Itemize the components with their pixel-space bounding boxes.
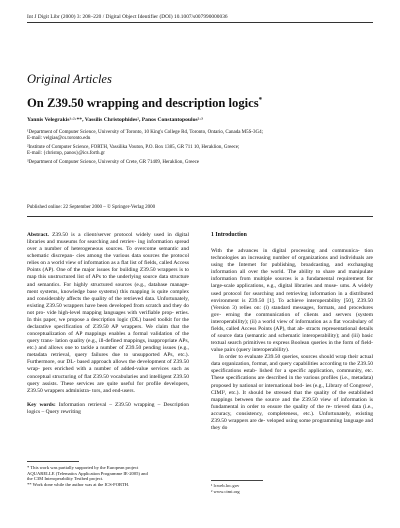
- body-line: With the advances in digital processing and communica-: [211, 248, 360, 255]
- body-line: specifications are described in the various profiles (i.e.,: [225, 375, 350, 382]
- section-heading: 1 Introduction: [211, 232, 247, 238]
- body-line: world. The ability to share and manipulate information: [211, 269, 373, 283]
- body-line: erning the communication of clients and servers (system: [225, 311, 373, 318]
- footnotes-left: [27, 465, 148, 487]
- abstract-line: APs, etc.) and allows one to tackle a number of Z39.50: [27, 338, 189, 352]
- keywords-line: Description logics – Query rewriting: [27, 401, 190, 415]
- abstract-line: lation quality (e.g., ill-defined mappings, inappropriate: [55, 338, 178, 345]
- affiliation-3: ³Department of Computer Science, University of Crete, GR 71409, Heraklion, Greece: [27, 160, 200, 165]
- body-line: vocabulary of fields, called Access Points (AP), that ab-: [211, 318, 374, 332]
- abstract-paragraph: [27, 232, 189, 395]
- body-line: stracts representational details of source data (semantic: [211, 325, 374, 340]
- abstract-line: For highly structured sources (e.g., database manage-: [63, 281, 190, 288]
- abstract-line: based toolkit for the declarative specification of Z39.50: [27, 316, 189, 331]
- footnote-rule-right: [211, 480, 263, 481]
- body-line: wrap their actual data organization, format, and query: [211, 354, 373, 368]
- article-title: [27, 96, 262, 111]
- abstract-line: to the underlying source data structure and semantics.: [27, 274, 190, 288]
- body-line: tion technologies an increasing number of organizations: [211, 248, 373, 262]
- footnote: ² www.cimi.org: [211, 488, 240, 494]
- footnote: * This work was partially supported by the European project: [27, 465, 139, 470]
- footnotes-right: [211, 483, 240, 494]
- body-line: and schematic interoperability); and (iii) basic textual: [211, 333, 373, 347]
- body-line: search primitives to express Boolean queries in the form: [227, 340, 354, 347]
- abstract-line: pers enriched with a number of added-value services such: [42, 366, 182, 373]
- body-line: is fundamental in order to ensure the quality of the re-: [211, 396, 374, 410]
- body-line: large-scale applications, e.g., digital libraries and muse-: [211, 283, 338, 290]
- abstract-line: Z39.50 is a client/server protocol widely used: [52, 232, 165, 238]
- abstract-line: AP wrappers. We claim that the conceptualization of AP: [27, 324, 189, 338]
- keywords-label: Key words:: [27, 401, 56, 408]
- front-matter-rule: [27, 216, 373, 217]
- intro-paragraph-2: [211, 354, 373, 432]
- abstract-line: ment systems, knowledge base systems) this mapping is: [27, 288, 156, 295]
- body-line: In order to evaluate Z39.50 queries, sources should: [219, 354, 334, 361]
- body-line: veloped using some programming language and they do: [211, 417, 374, 432]
- affiliation-1: ¹Department of Computer Science, University of Toronto, 10 King's College Rd, Toronto, Ontario, Canada M5S-3G4;: [27, 130, 264, 135]
- abstract-line: Z39.50 wrappers is to map this unstructured list of APs: [27, 267, 189, 281]
- abstract-line: mappings enables a formal validation of the query trans-: [27, 331, 189, 345]
- body-line: be stressed that the quality of the established mappings: [211, 389, 373, 403]
- body-line: To achieve interoperability [50], Z39.50 (Version 3) relies: [211, 297, 373, 311]
- abstract-line: based approach allows the development of Z39.50 wrap-: [27, 359, 190, 373]
- abstract-column: [27, 232, 189, 416]
- body-line: ums. A widely used protocol for searching and retrieving: [211, 283, 373, 297]
- running-head: Int J Digit Libr (2000) 3: 208–220 / Digital Object Identifier (DOI) 10.1007/s007990000036: [27, 14, 228, 20]
- abstract-line: sources. To overcome semantic and schematic discrepan-: [27, 246, 190, 260]
- abstract-line: Access Points (AP). One of the major issues for building: [27, 260, 189, 274]
- abstract-line: tors, and end-users.: [92, 387, 135, 394]
- header-rule: [27, 22, 373, 23]
- footnote: ** Work done while the author was at the ICS-FORTH.: [27, 481, 130, 487]
- footnote: ¹ lcweb.loc.gov: [211, 483, 240, 488]
- affiliation-1-email: E-mail: velgias@cs.toronto.edu: [27, 136, 91, 141]
- abstract-line: as conceptual structuring of flat Z39.50 vocabularies and: [27, 366, 190, 380]
- abstract-line: cies among the various data sources the protocol relies on: [27, 253, 189, 267]
- authors: Yannis Velegrakis¹·²·**, Vassilis Christophides², Panos Constantopoulos²·³: [27, 117, 203, 123]
- body-line: metadata) proposed by national or international bod-: [211, 375, 374, 389]
- abstract-line: erties. In this paper, we propose a description logic (DL): [27, 309, 189, 323]
- publication-line: Published online: 22 September 2000 – © Springer-Verlag 2000: [27, 205, 156, 210]
- abstract-line: vide high-level mapping languages with verifiable prop-: [46, 309, 174, 316]
- body-line: from multiple sources is a fundamental requirement for: [239, 276, 374, 283]
- body-line: capabilities according to the Z39.50 specifications estab-: [211, 361, 374, 375]
- body-line: on: (i) standard messages, formats, and procedures gov-: [211, 304, 373, 318]
- affiliation-2-email: E-mail: {christop, panos}@ics.forth.gr: [27, 151, 105, 156]
- article-title-text: On Z39.50 wrapping and description logics: [27, 96, 259, 111]
- body-line: interoperability); (ii) a world view of information as a flat: [211, 318, 341, 325]
- keywords-line: Information retrieval – Z39.50 wrapping –: [58, 401, 161, 408]
- abstract-line: have been developed from scratch and they do not pro-: [27, 302, 190, 316]
- footnote: AQUARELLE (Telematics Application Programme IE-2005) and: [27, 470, 148, 476]
- footnote-rule-left: [27, 461, 79, 462]
- body-line: lished for a specific application, community, etc. These: [211, 368, 373, 382]
- affiliation-2: ²Institute of Computer Science, FORTH, Vassilika Vouton, P.O. Box 1385, GR 711 10, Heraklion, Greece;: [27, 145, 240, 150]
- abstract-line: quite complex and considerably affects the quality of the: [27, 288, 190, 302]
- abstract-line: retrieved data. Unfortunately, existing Z39.50 wrappers: [27, 295, 189, 309]
- body-line: broadcasting, and exchanging information all over the: [211, 262, 373, 276]
- introduction-column: [211, 232, 373, 432]
- body-line: information in a distributed environment is Z39.50 [1].: [211, 290, 374, 304]
- abstract-line: in digital libraries and museums for searching and retriev-: [27, 232, 190, 246]
- abstract-line: pending issues (e.g., metadata retrieval, query failures: [27, 345, 190, 359]
- abstract-line: intelligent Z39.50 query assists. These services are quite: [27, 373, 190, 387]
- keywords: [27, 402, 189, 416]
- body-line: etc.). Unfortunately, existing Z39.50 wrappers are de-: [211, 410, 374, 424]
- abstract-line: a world view of information as a flat list of fields, called: [47, 260, 173, 267]
- body-line: trieved data (i.e., accuracy, consistency, completeness,: [211, 403, 374, 417]
- body-line: of field-value pairs (query interoperability).: [211, 340, 373, 354]
- footnote: the C3M Interoperability Testbed project.: [27, 476, 104, 482]
- abstract-line: useful for profile developers, Z39.50 wrappers administra-: [27, 380, 189, 394]
- abstract-line: due to unsupported APs, etc.). Furthermore, our DL-: [27, 352, 190, 366]
- abstract-line: ing information spread over a number of heterogeneous: [27, 239, 189, 253]
- body-line: ies (e.g., Library of Congress¹, CIMI², etc.). It should: [211, 382, 374, 396]
- body-line: between the source and the Z39.50 view of information: [234, 396, 367, 403]
- abstract-label: Abstract.: [27, 232, 49, 238]
- section-label: Original Articles: [27, 72, 112, 86]
- body-line: and individuals are using the Internet for publishing,: [211, 255, 373, 269]
- title-footnote-mark: *: [258, 96, 263, 104]
- intro-paragraph-1: [211, 248, 373, 354]
